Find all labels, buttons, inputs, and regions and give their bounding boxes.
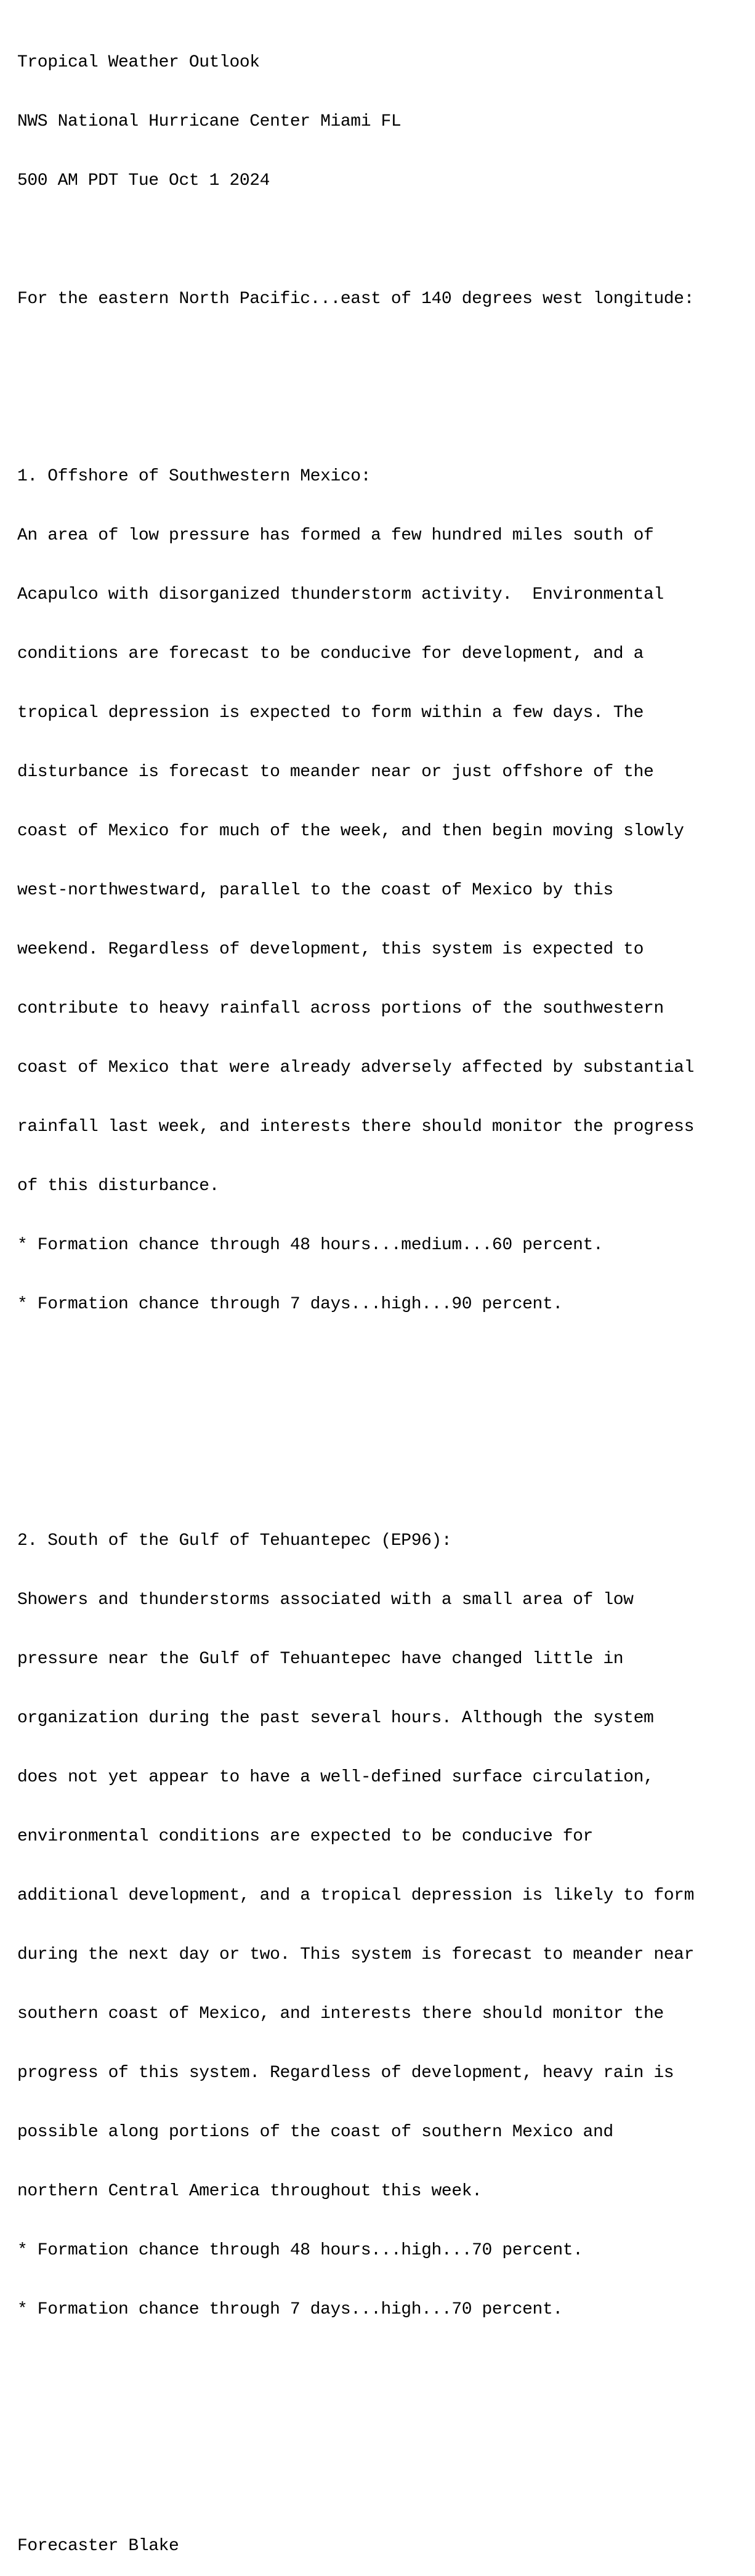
system-text-line: southern coast of Mexico, and interests there should monitor the xyxy=(17,2004,664,2023)
system-text-line: of this disturbance. xyxy=(17,1177,220,1196)
system-text-line: weekend. Regardless of development, this system is expected to xyxy=(17,940,644,959)
system-text-line: Showers and thunderstorms associated with a small area of low xyxy=(17,1590,634,1610)
system-text-line: progress of this system. Regardless of development, heavy rain is xyxy=(17,2064,674,2083)
system-text-line: pressure near the Gulf of Tehuantepec have changed little in xyxy=(17,1650,624,1669)
system-text-line: conditions are forecast to be conducive for development, and a xyxy=(17,644,644,663)
region-intro: For the eastern North Pacific...east of 140 degrees west longitude: xyxy=(17,290,694,309)
system-text-line: rainfall last week, and interests there should monitor the progress xyxy=(17,1117,694,1136)
system-text-line: possible along portions of the coast of southern Mexico and xyxy=(17,2123,613,2142)
system-text-line: disturbance is forecast to meander near or just offshore of the xyxy=(17,763,654,782)
formation-chance-7d: * Formation chance through 7 days...high...70 percent. xyxy=(17,2300,563,2319)
formation-chance-7d: * Formation chance through 7 days...high...90 percent. xyxy=(17,1295,563,1314)
formation-chance-48h: * Formation chance through 48 hours...medium...60 percent. xyxy=(17,1236,604,1255)
system-text-line: during the next day or two. This system is forecast to meander near xyxy=(17,1945,694,1964)
system-1-section xyxy=(17,427,750,1354)
formation-chance-48h: * Formation chance through 48 hours...high...70 percent. xyxy=(17,2241,583,2260)
system-text-line: contribute to heavy rainfall across portions of the southwestern xyxy=(17,999,664,1018)
forecaster-signoff: Forecaster Blake xyxy=(17,2537,179,2556)
system-text-line: does not yet appear to have a well-defined surface circulation, xyxy=(17,1768,654,1787)
issuing-office: NWS National Hurricane Center Miami FL xyxy=(17,112,402,131)
system-text-line: coast of Mexico for much of the week, and then begin moving slowly xyxy=(17,822,684,841)
system-heading: 2. South of the Gulf of Tehuantepec (EP96): xyxy=(17,1531,452,1550)
system-text-line: An area of low pressure has formed a few hundred miles south of xyxy=(17,526,654,545)
issue-time: 500 AM PDT Tue Oct 1 2024 xyxy=(17,171,270,190)
system-text-line: environmental conditions are expected to be conducive for xyxy=(17,1827,593,1846)
system-heading: 1. Offshore of Southwestern Mexico: xyxy=(17,467,371,486)
system-2-section xyxy=(17,1492,750,2359)
system-text-line: west-northwestward, parallel to the coast of Mexico by this xyxy=(17,881,613,900)
spacer xyxy=(17,349,750,368)
outlook-title: Tropical Weather Outlook xyxy=(17,53,260,72)
spacer xyxy=(17,230,750,250)
system-text-line: organization during the past several hours. Although the system xyxy=(17,1709,654,1728)
system-text-line: Acapulco with disorganized thunderstorm activity. Environmental xyxy=(17,585,664,604)
system-text-line: additional development, and a tropical depression is likely to form xyxy=(17,1886,694,1905)
spacer xyxy=(17,2418,750,2438)
system-text-line: northern Central America throughout this week. xyxy=(17,2182,482,2201)
system-text-line: coast of Mexico that were already adversely affected by substantial xyxy=(17,1058,694,1077)
system-text-line: tropical depression is expected to form within a few days. The xyxy=(17,703,644,723)
spacer xyxy=(17,1413,750,1433)
outlook-document xyxy=(17,14,750,2576)
spacer xyxy=(17,2477,750,2497)
